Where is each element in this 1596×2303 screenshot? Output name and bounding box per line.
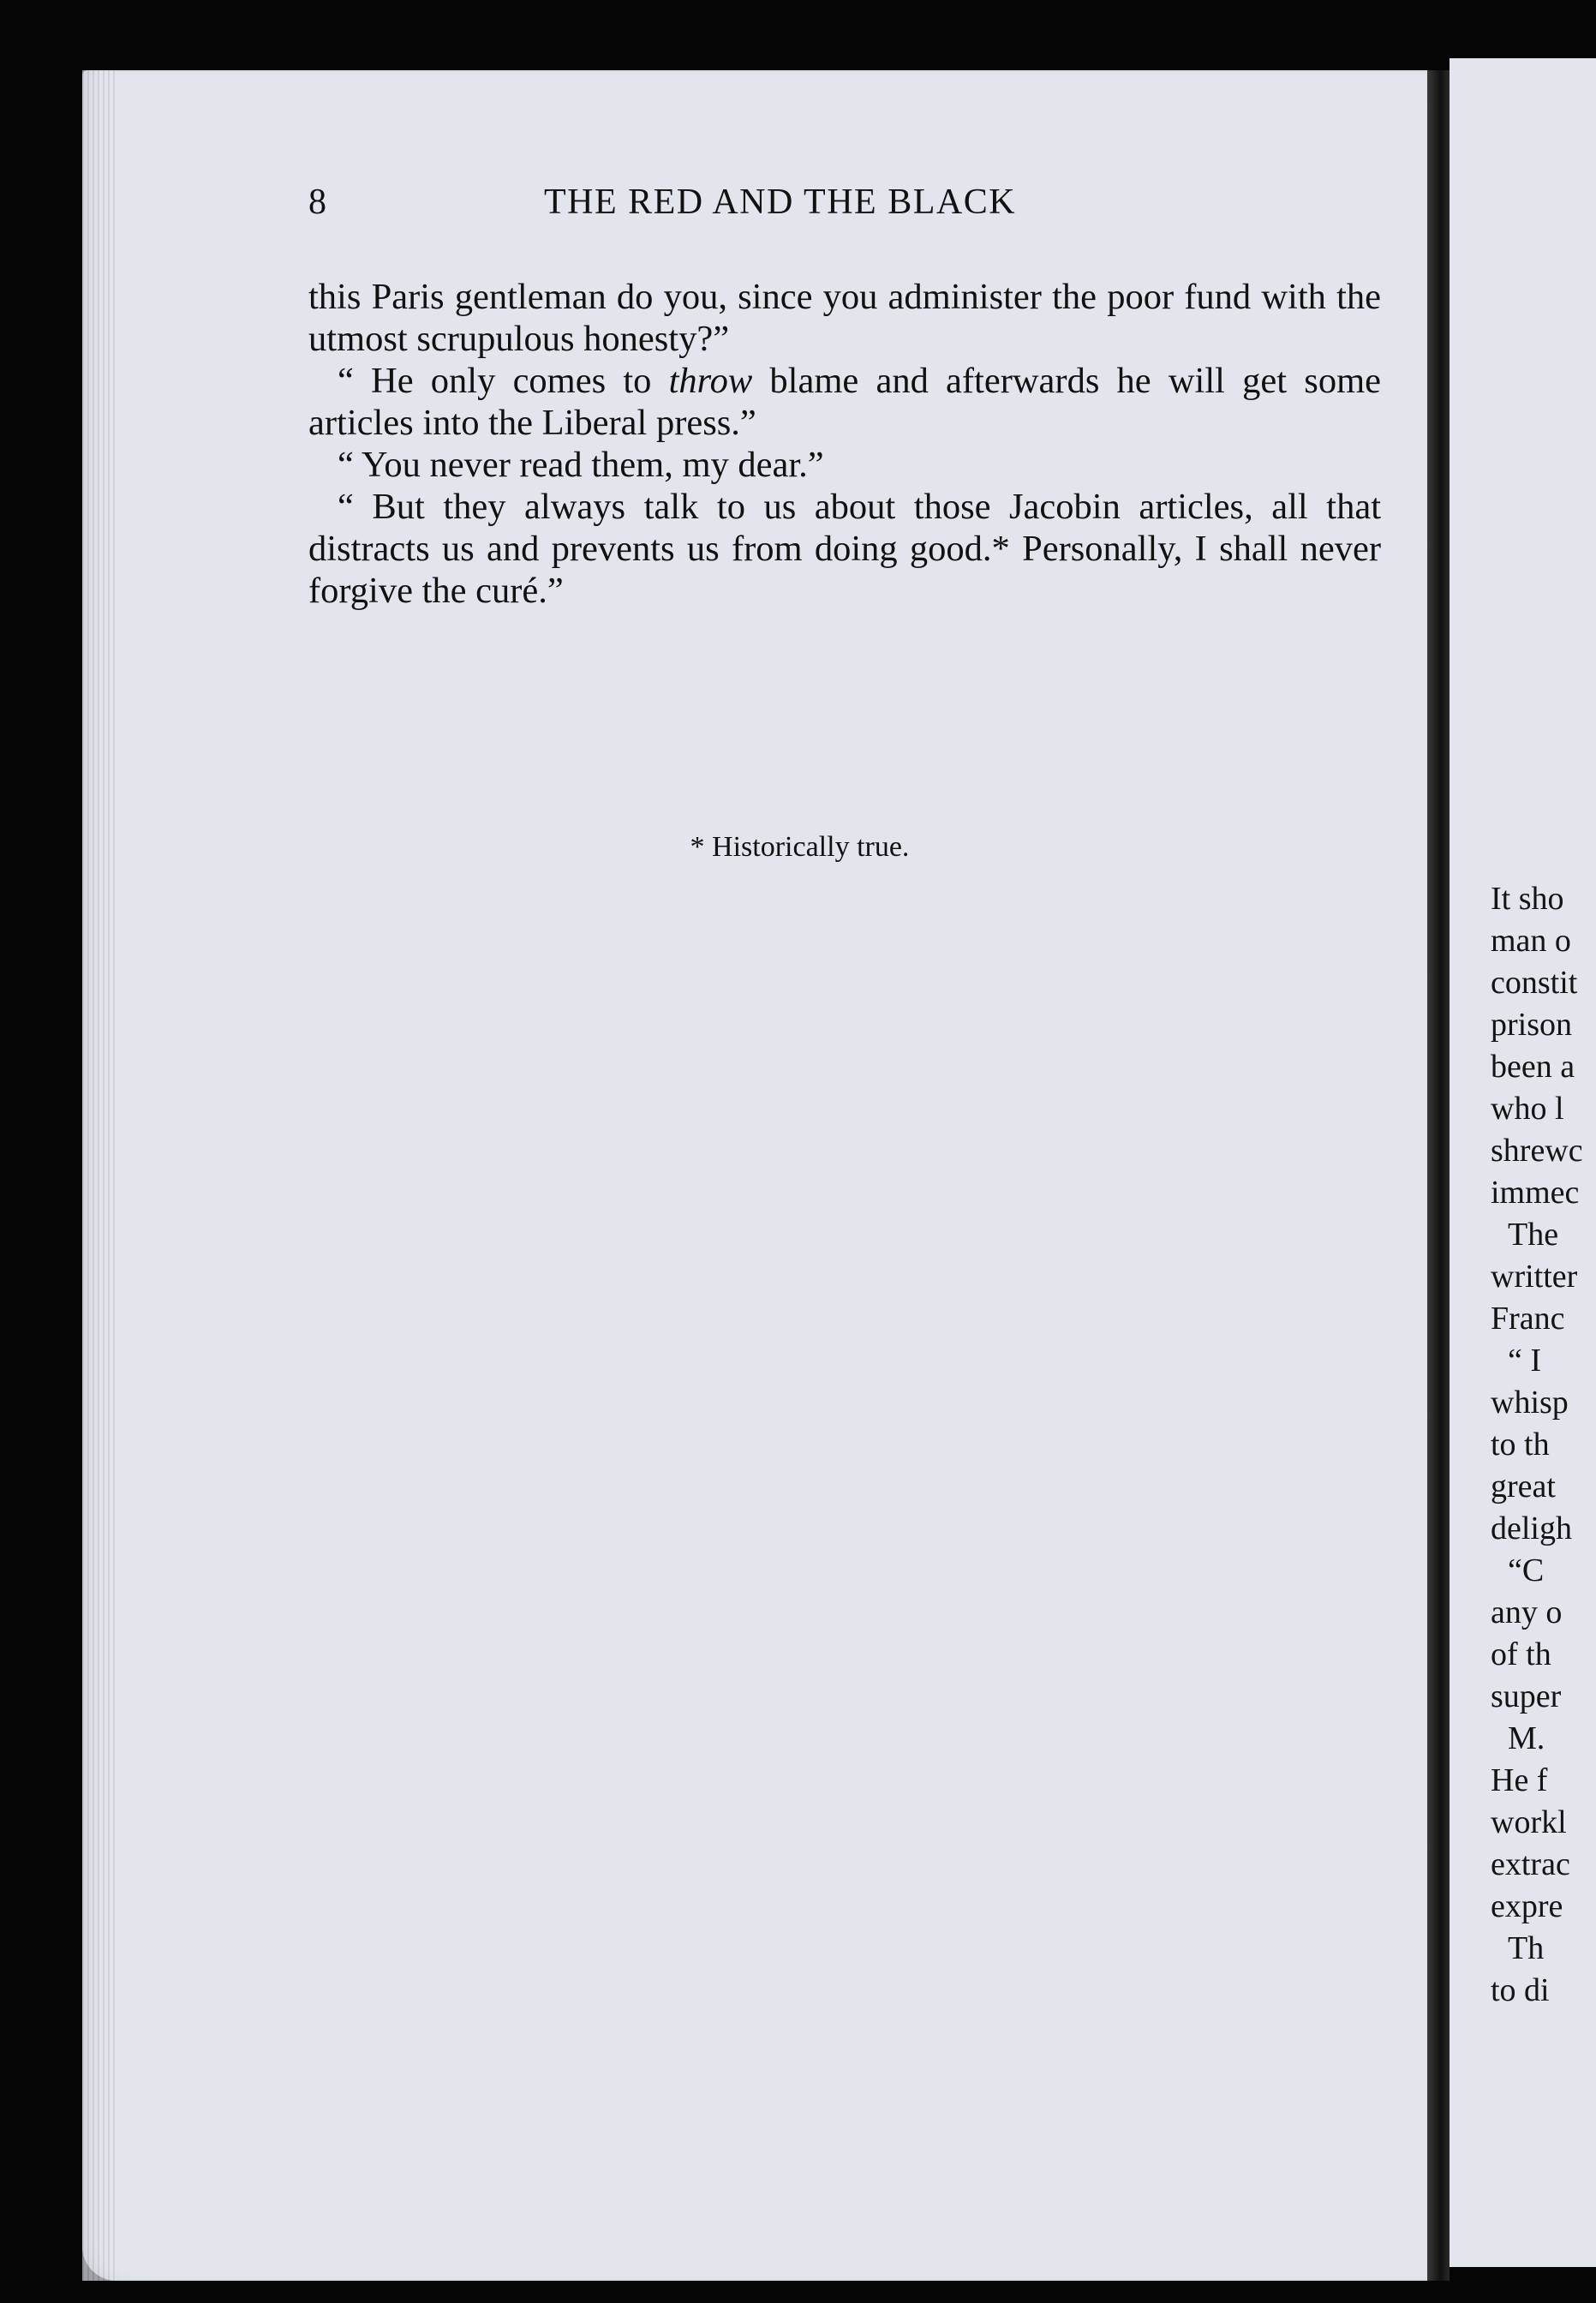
right-page-line: immec bbox=[1491, 1175, 1580, 1211]
right-page-line: Th bbox=[1508, 1930, 1545, 1966]
right-page-line: “C bbox=[1508, 1552, 1545, 1588]
right-page-line: deligh bbox=[1491, 1510, 1572, 1546]
italic-word: throw bbox=[668, 361, 753, 401]
right-page-line: M. bbox=[1508, 1720, 1545, 1756]
right-page-line: The bbox=[1508, 1217, 1559, 1253]
right-page-line: extrac bbox=[1491, 1846, 1570, 1882]
right-page-line: It sho bbox=[1491, 881, 1564, 917]
right-page-line: great bbox=[1491, 1469, 1556, 1504]
right-page-line: writter bbox=[1491, 1259, 1578, 1295]
book-gutter bbox=[1427, 70, 1450, 2281]
footnote-text: * Historically true. bbox=[690, 831, 910, 863]
right-page-line: any o bbox=[1491, 1594, 1563, 1630]
paragraph: “ You never read them, my dear.” bbox=[338, 445, 824, 485]
right-page-line: expre bbox=[1491, 1888, 1563, 1924]
right-page-line: man o bbox=[1491, 923, 1571, 959]
book-title: THE RED AND THE BLACK bbox=[544, 182, 1017, 222]
right-page-line: “ I bbox=[1508, 1343, 1542, 1379]
right-page-line: constit bbox=[1491, 965, 1578, 1001]
right-page-line: super bbox=[1491, 1678, 1562, 1714]
right-page-line: He f bbox=[1491, 1762, 1548, 1798]
right-page-line: shrewc bbox=[1491, 1133, 1583, 1169]
paragraph-text: blame and afterwards he will get some articles into the Liberal press.” bbox=[308, 361, 1382, 443]
body-text bbox=[308, 276, 1381, 612]
paragraph: “ But they always talk to us about those Jacobin articles, all that distracts us and prevents us from doing good.* Personally, I shall never forgive the curé.” bbox=[308, 487, 1381, 611]
right-page-line: prison bbox=[1491, 1007, 1572, 1043]
right-page-line: to th bbox=[1491, 1427, 1550, 1463]
footnote bbox=[0, 831, 1596, 864]
right-page-line: to di bbox=[1491, 1972, 1550, 2008]
paragraph-text: “ He only comes to bbox=[338, 361, 669, 401]
right-page-line: who l bbox=[1491, 1091, 1564, 1127]
page-number: 8 bbox=[308, 182, 328, 222]
right-page-line: of th bbox=[1491, 1636, 1551, 1672]
right-page-line: workl bbox=[1491, 1804, 1567, 1840]
right-page-line: Franc bbox=[1491, 1301, 1565, 1337]
page-edge bbox=[82, 70, 117, 2281]
right-page bbox=[1450, 58, 1596, 2267]
right-page-line: whisp bbox=[1491, 1385, 1569, 1421]
paragraph bbox=[308, 360, 1381, 444]
right-page-line: been a bbox=[1491, 1049, 1575, 1085]
paragraph: this Paris gentleman do you, since you administer the poor fund with the utmost scrupulous honesty?” bbox=[308, 277, 1381, 359]
